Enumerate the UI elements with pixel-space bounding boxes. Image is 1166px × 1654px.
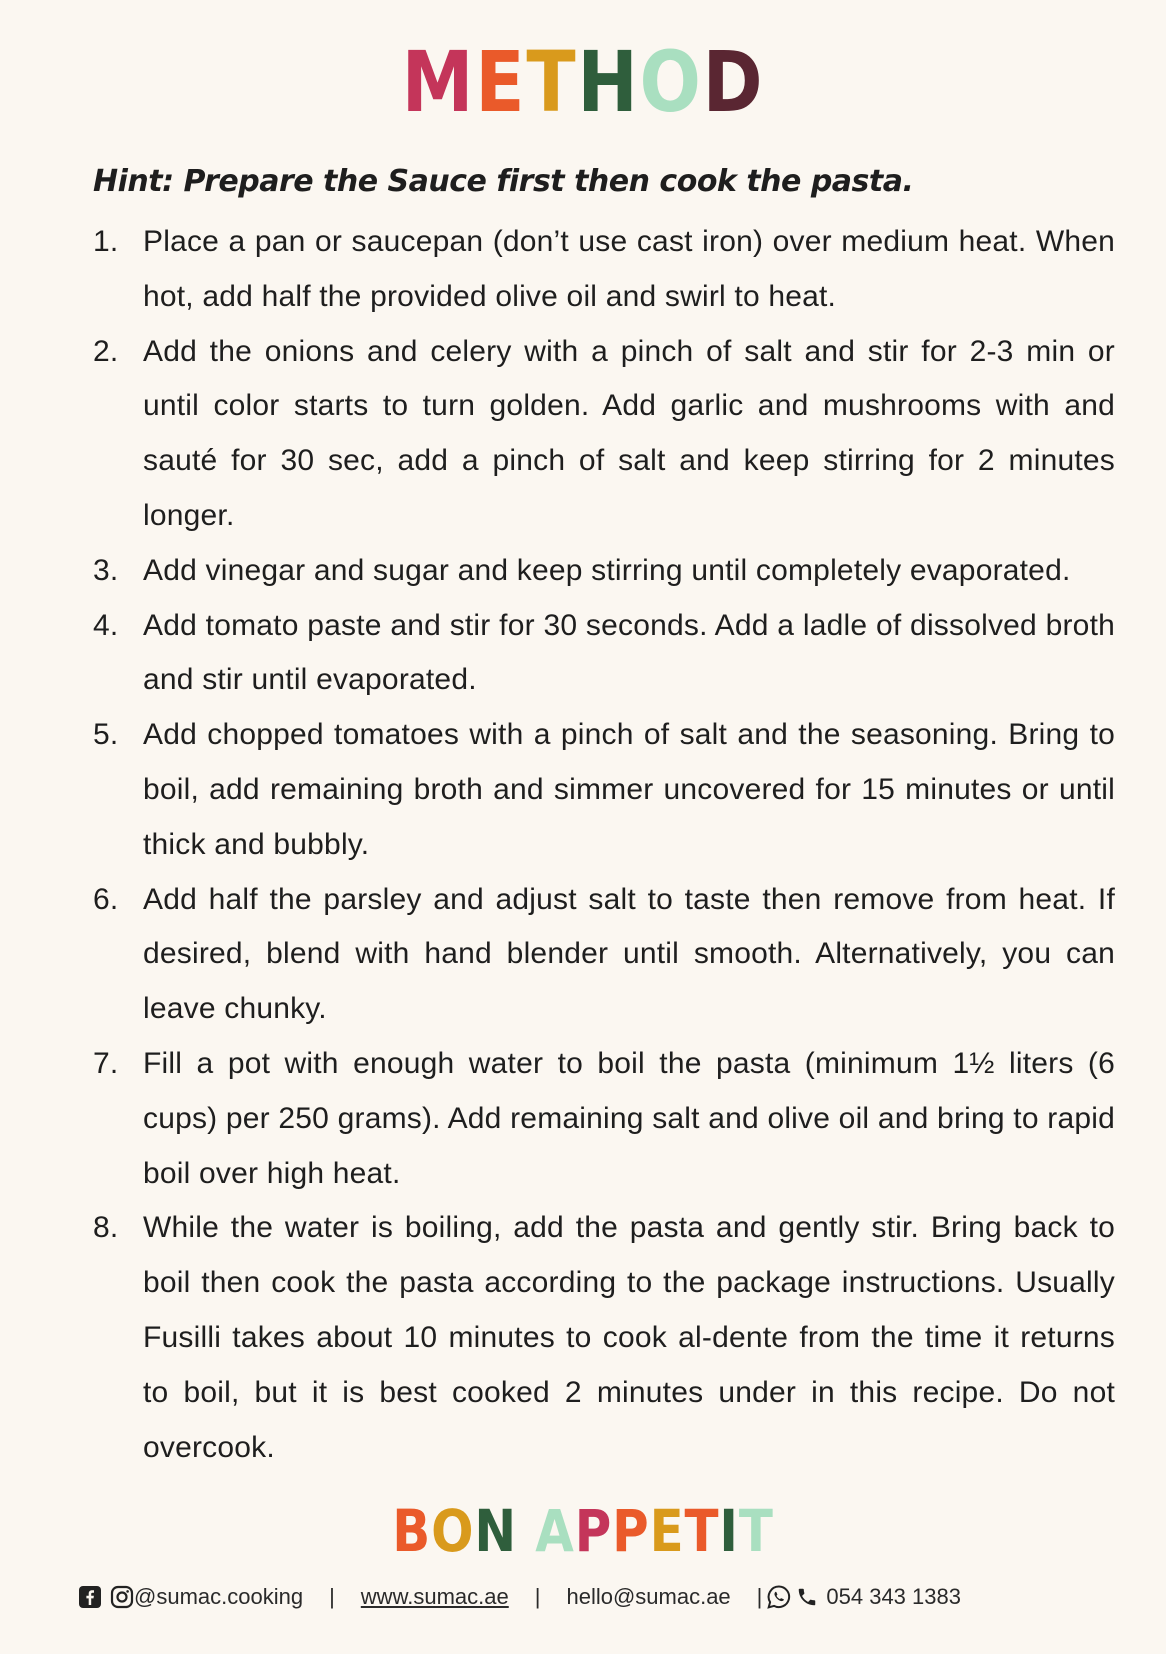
bon-appetit-letter: O [431, 1497, 475, 1565]
step-number: 3. [93, 553, 119, 587]
method-title-letter: M [401, 33, 476, 131]
step-item [93, 325, 1115, 544]
method-title-letter: D [702, 33, 765, 131]
step-text: Place a pan or saucepan (don’t use cast iron) over medium heat. When hot, add half the provided olive oil and swirl to heat. [143, 225, 1115, 313]
step-item [93, 1037, 1115, 1201]
bon-appetit-heading [82, 1497, 1085, 1565]
footer-separator: | [534, 1584, 541, 1609]
step-item [93, 708, 1115, 872]
step-item [93, 215, 1115, 325]
email-link[interactable]: hello@sumac.ae [566, 1584, 731, 1609]
step-text: Add half the parsley and adjust salt to taste then remove from heat. If desired, blend with hand blender until smooth. Alternatively, you can leave chunky. [143, 882, 1115, 1026]
instagram-icon[interactable] [110, 1585, 134, 1609]
step-number: 5. [93, 718, 119, 752]
bon-appetit-letter: A [535, 1497, 575, 1565]
method-title [82, 33, 1085, 131]
step-number: 4. [93, 608, 119, 642]
website-link[interactable]: www.sumac.ae [360, 1584, 509, 1609]
step-number: 2. [93, 334, 119, 368]
step-number: 7. [93, 1046, 119, 1080]
step-text: Add the onions and celery with a pinch of salt and stir for 2-3 min or until color starts to turn golden. Add garlic and mushrooms with and sauté for 30 sec, add a pinch of salt and keep stirring for 2 minutes longer. [143, 334, 1115, 532]
bon-appetit-letter: T [738, 1497, 774, 1565]
footer-separator: | [329, 1584, 335, 1609]
footer-separator: | [756, 1584, 763, 1609]
step-number: 6. [93, 882, 119, 916]
facebook-icon[interactable] [78, 1585, 102, 1609]
whatsapp-icon[interactable] [766, 1584, 792, 1610]
method-title-letter: H [577, 33, 640, 131]
step-text: Add chopped tomatoes with a pinch of salt and the seasoning. Bring to boil, add remaining broth and simmer uncovered for 15 minutes or until thick and bubbly. [143, 718, 1115, 861]
method-title-letter: O [639, 33, 703, 131]
method-steps-list [93, 215, 1115, 1475]
step-text: Add tomato paste and stir for 30 seconds. Add a ladle of dissolved broth and stir until evaporated. [143, 608, 1115, 697]
step-item [93, 599, 1115, 709]
bon-appetit-letter: P [574, 1497, 613, 1565]
step-text: Add vinegar and sugar and keep stirring until completely evaporated. [143, 553, 1071, 587]
step-item [93, 873, 1115, 1037]
phone-number[interactable]: 054 343 1383 [826, 1584, 961, 1609]
social-handle[interactable]: @sumac.cooking [134, 1584, 304, 1609]
bon-appetit-letter: N [474, 1497, 518, 1565]
step-number: 1. [93, 225, 119, 258]
footer-contact-bar [78, 1584, 961, 1610]
bon-appetit-letter [517, 1497, 535, 1565]
step-text: While the water is boiling, add the pasta and gently stir. Bring back to boil then cook the pasta according to the package instructions. Usually Fusilli takes about 10 minutes to cook al-dente from the time it returns to boil, but it is best cooked 2 minutes under in this recipe. Do not overcook. [143, 1211, 1115, 1464]
step-text: Fill a pot with enough water to boil the pasta (minimum 1½ liters (6 cups) per 250 grams). Add remaining salt and olive oil and bring to rapid boil over high heat. [143, 1046, 1115, 1190]
step-number: 8. [93, 1211, 119, 1245]
method-title-letter: E [475, 33, 527, 131]
bon-appetit-letter: I [719, 1497, 739, 1565]
bon-appetit-letter: B [392, 1497, 432, 1565]
bon-appetit-letter: P [612, 1497, 650, 1565]
bon-appetit-letter: E [649, 1497, 685, 1565]
bon-appetit-letter: T [684, 1497, 720, 1565]
phone-icon[interactable] [796, 1586, 818, 1608]
step-item [93, 1201, 1115, 1475]
step-item [93, 544, 1115, 599]
method-title-letter: T [526, 33, 578, 131]
hint-text: Hint: Prepare the Sauce first then cook the pasta. [93, 164, 914, 199]
